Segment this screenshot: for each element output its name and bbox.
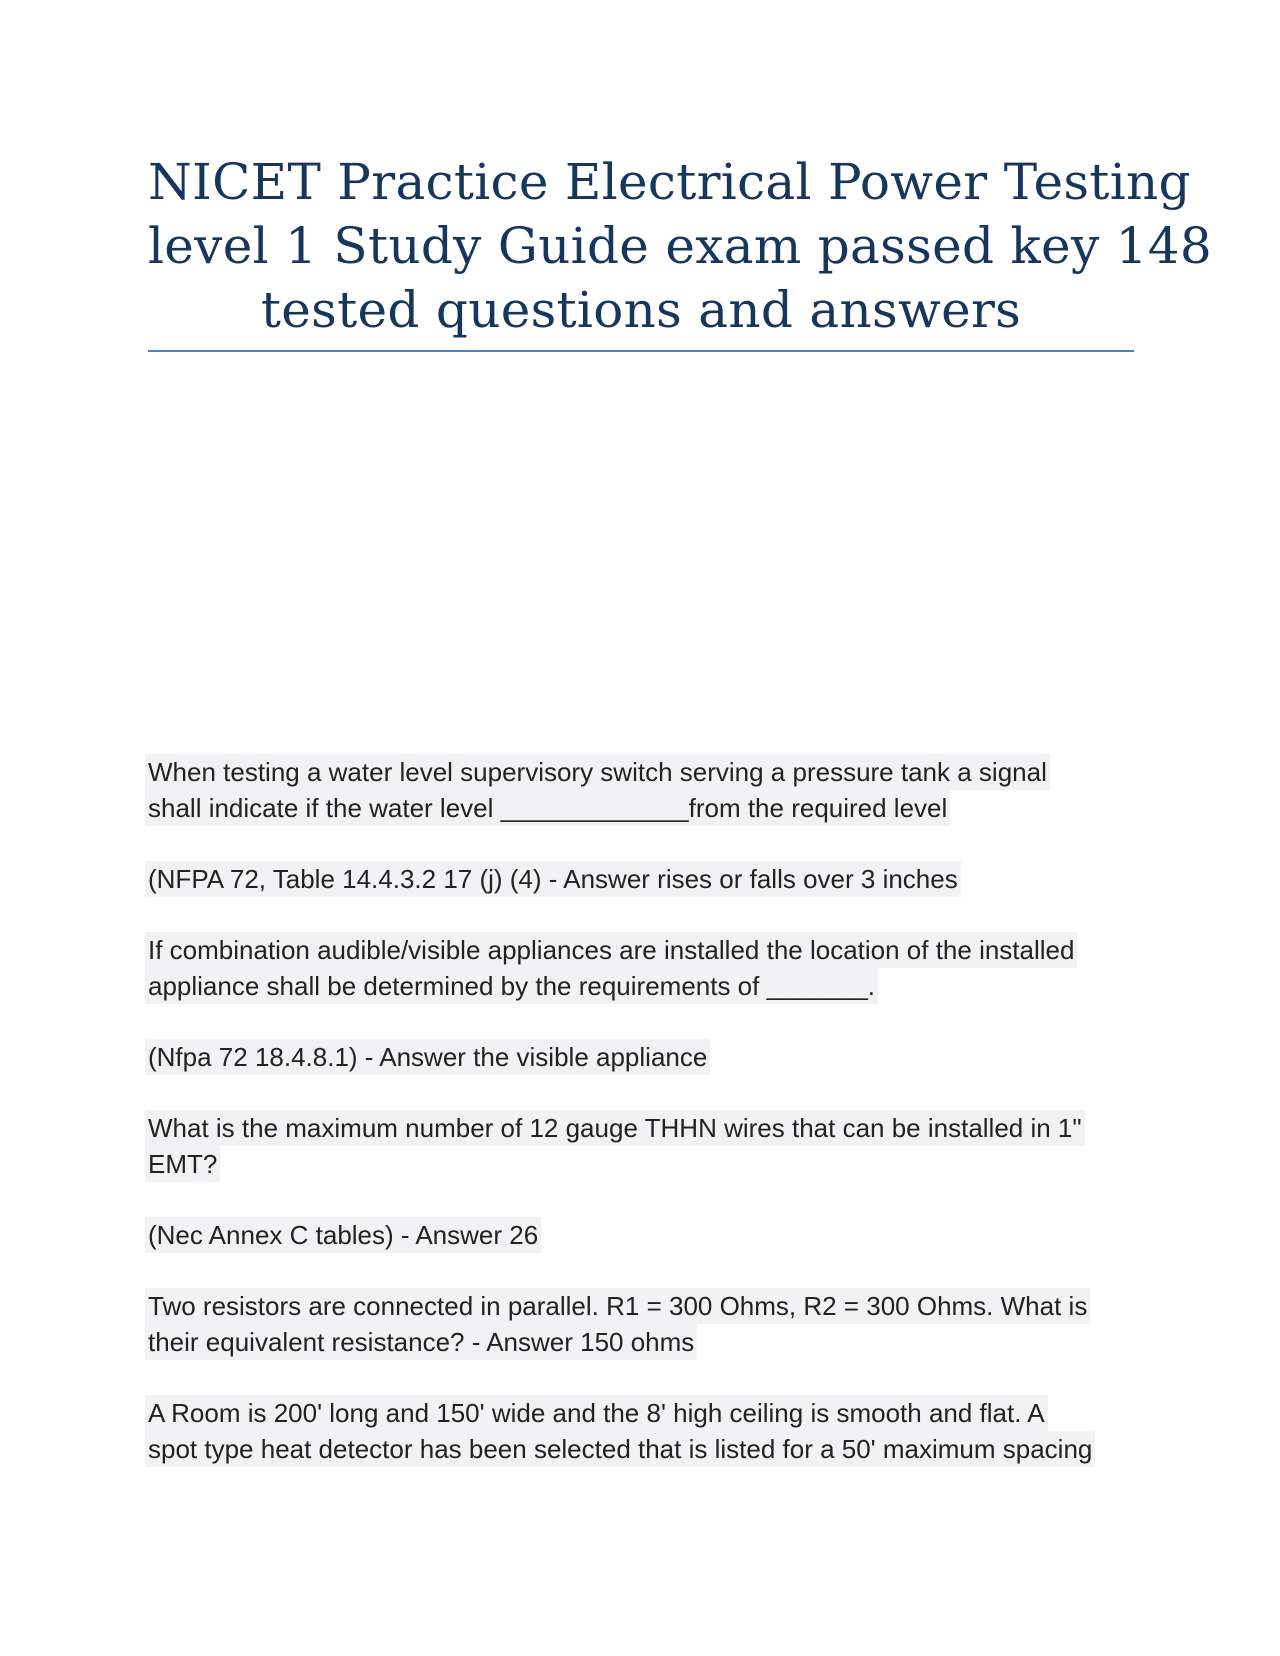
text-line: What is the maximum number of 12 gauge THHN wires that can be installed in 1" xyxy=(145,1110,1085,1146)
text-line: shall indicate if the water level _____________from the required level xyxy=(145,790,950,826)
text-line: appliance shall be determined by the requirements of _______. xyxy=(145,968,878,1004)
title-line-1: NICET Practice Electrical Power Testing xyxy=(148,153,1191,211)
question-combination-appliances xyxy=(148,932,1138,1004)
text-line: A Room is 200' long and 150' wide and the 8' high ceiling is smooth and flat. A xyxy=(145,1395,1048,1431)
text-line: (Nec Annex C tables) - Answer 26 xyxy=(145,1217,541,1253)
answer-combination-appliances xyxy=(148,1039,1138,1075)
text-line: (NFPA 72, Table 14.4.3.2 17 (j) (4) - Answer rises or falls over 3 inches xyxy=(145,861,961,897)
text-line: When testing a water level supervisory switch serving a pressure tank a signal xyxy=(145,754,1050,790)
title-line-3: tested questions and answers xyxy=(260,281,1022,339)
text-line: EMT? xyxy=(145,1146,220,1182)
text-line: If combination audible/visible appliances are installed the location of the installed xyxy=(145,932,1077,968)
answer-thhn-wires xyxy=(148,1217,1138,1253)
text-line: (Nfpa 72 18.4.8.1) - Answer the visible appliance xyxy=(145,1039,710,1075)
title-underline-rule xyxy=(148,350,1134,352)
question-thhn-wires xyxy=(148,1110,1138,1182)
document-title xyxy=(148,150,1213,342)
question-water-level-switch xyxy=(148,754,1138,826)
text-line: Two resistors are connected in parallel. R1 = 300 Ohms, R2 = 300 Ohms. What is xyxy=(145,1288,1090,1324)
text-line: spot type heat detector has been selected that is listed for a 50' maximum spacing xyxy=(145,1431,1095,1467)
question-parallel-resistors xyxy=(148,1288,1138,1360)
text-line: their equivalent resistance? - Answer 150 ohms xyxy=(145,1324,697,1360)
document-body xyxy=(148,754,1138,1502)
question-heat-detector-spacing xyxy=(148,1395,1138,1467)
answer-water-level-switch xyxy=(148,861,1138,897)
title-line-2: level 1 Study Guide exam passed key 148 xyxy=(148,217,1213,275)
